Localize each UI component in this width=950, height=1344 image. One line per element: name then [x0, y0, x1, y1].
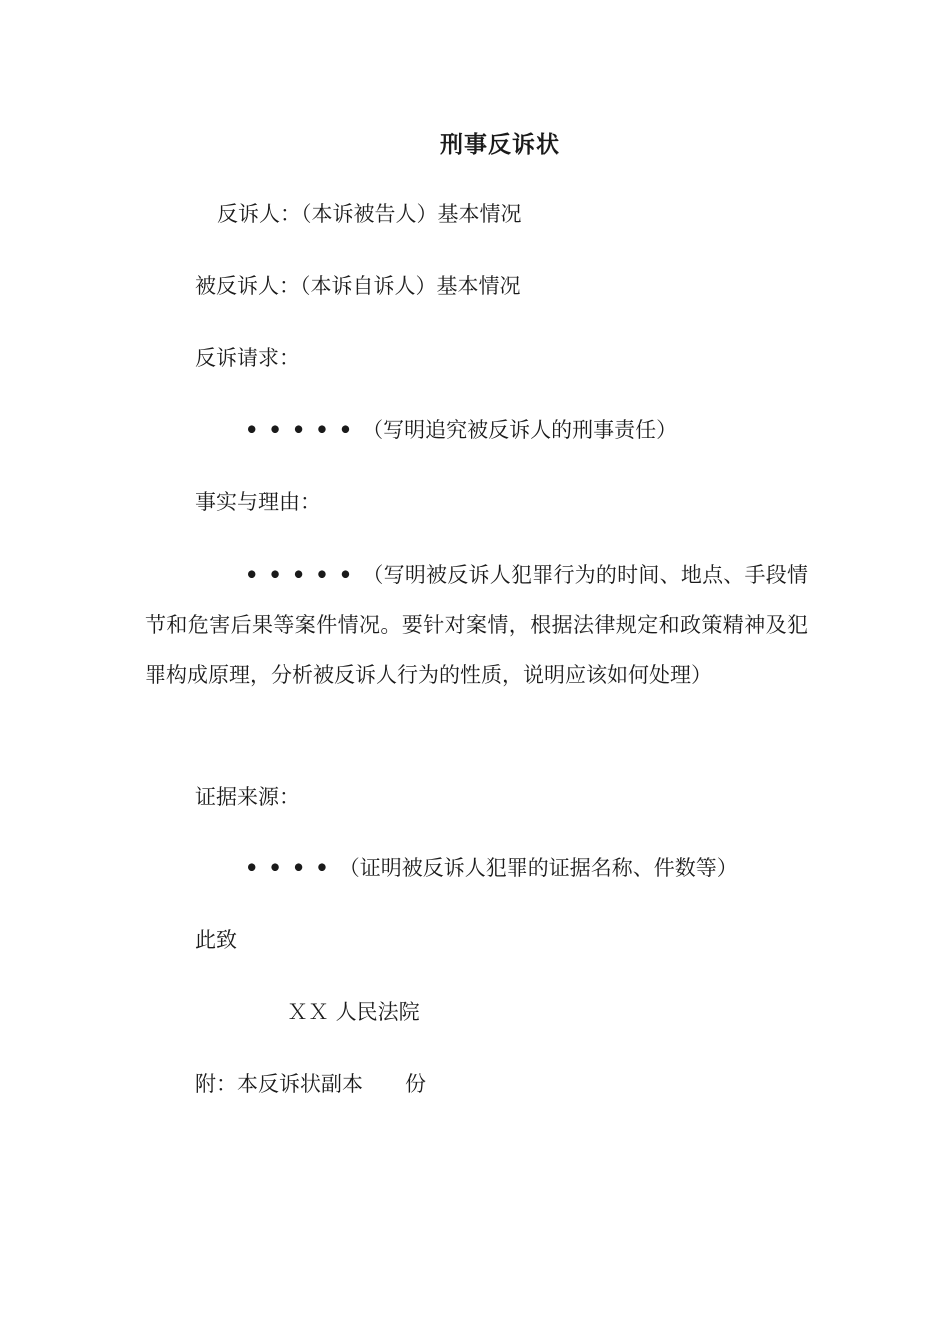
- claims-dots: •••••: [245, 417, 363, 442]
- evidence-heading: 证据来源：: [195, 785, 300, 809]
- counter-defendant-line: 被反诉人：（本诉自诉人）基本情况: [195, 274, 521, 298]
- facts-paragraph: [145, 550, 808, 700]
- facts-dots: •••••: [245, 562, 363, 587]
- evidence-line: [245, 854, 738, 882]
- facts-heading: 事实与理由：: [195, 490, 321, 514]
- evidence-text: （证明被反诉人犯罪的证据名称、件数等）: [338, 856, 738, 880]
- facts-text: （写明被反诉人犯罪行为的时间、地点、手段情节和危害后果等案件情况。要针对案情，根据法律规定和政策精神及犯罪构成原理，分析被反诉人行为的性质，说明应该如何处理）: [145, 563, 808, 687]
- court-name: ＸＸ 人民法院: [287, 1000, 420, 1024]
- closing-salutation: 此致: [195, 928, 237, 952]
- evidence-dots: ••••: [245, 855, 339, 880]
- claims-heading: 反诉请求：: [195, 346, 300, 370]
- claims-line: [245, 416, 677, 444]
- counter-plaintiff-line: 反诉人：（本诉被告人）基本情况: [217, 202, 522, 226]
- document-title: 刑事反诉状: [440, 132, 560, 158]
- claims-text: （写明追究被反诉人的刑事责任）: [362, 418, 678, 442]
- attachment-note: 附：本反诉状副本 份: [195, 1072, 426, 1096]
